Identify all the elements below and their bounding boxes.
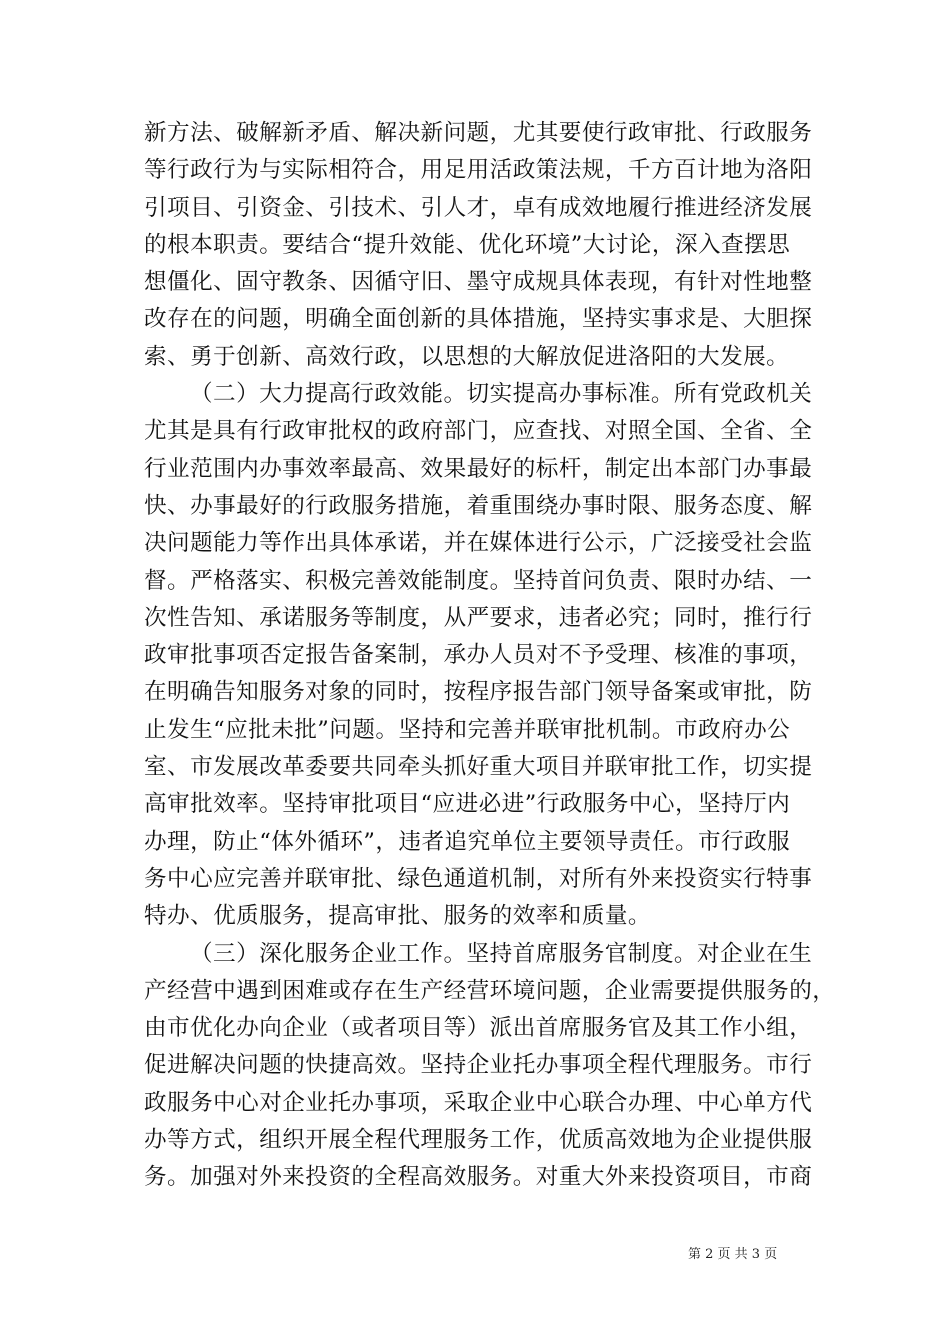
text-line-1: 新方法、破解新矛盾、解决新问题，尤其要使行政审批、行政服务 [144,120,813,146]
text-line-24: 产经营中遇到困难或存在生产经营环境问题，企业需要提供服务的， [144,977,836,1004]
text-line-3: 引项目、引资金、引技术、引人才，卓有成效地履行推进经济发展 [144,194,813,221]
text-line-29: 务。加强对外来投资的全程高效服务。对重大外来投资项目，市商 [144,1164,813,1191]
text-line-22: 特办、优质服务，提高审批、服务的效率和质量。 [144,903,651,930]
page-number-footer: 第 2 页 共 3 页 [688,1247,778,1262]
text-line-27: 政服务中心对企业托办事项，采取企业中心联合办理、中心单方代 [144,1089,813,1116]
text-line-4: 的根本职责。要结合“提升效能、优化环境”大讨论，深入查摆思 [144,231,791,258]
text-line-2: 等行政行为与实际相符合，用足用活政策法规，千方百计地为洛阳 [144,157,813,184]
text-line-26: 促进解决问题的快捷高效。坚持企业托办事项全程代理服务。市行 [144,1052,813,1079]
text-line-25: 由市优化办向企业（或者项目等）派出首席服务官及其工作小组， [144,1015,813,1042]
document-body [144,115,836,1197]
text-line-19: 高审批效率。坚持审批项目“应进必进”行政服务中心，坚持厅内 [144,791,791,818]
text-line-20: 办理，防止“体外循环”，违者追究单位主要领导责任。市行政服 [144,828,791,855]
text-line-9: 尤其是具有行政审批权的政府部门，应查找、对照全国、全省、全 [144,418,813,445]
section-2-heading-line: （二）大力提高行政效能。切实提高办事标准。所有党政机关 [190,381,813,408]
text-line-10: 行业范围内办事效率最高、效果最好的标杆，制定出本部门办事最 [144,455,813,482]
text-line-5: 想僵化、固守教条、因循守旧、墨守成规具体表现，有针对性地整 [144,269,813,296]
text-line-15: 政审批事项否定报告备案制，承办人员对不予受理、核准的事项， [144,642,813,669]
text-line-13: 督。严格落实、积极完善效能制度。坚持首问负责、限时办结、一 [144,567,813,594]
text-line-6: 改存在的问题，明确全面创新的具体措施，坚持实事求是、大胆探 [144,306,813,333]
text-line-14: 次性告知、承诺服务等制度，从严要求，违者必究；同时，推行行 [144,604,813,631]
text-line-12: 决问题能力等作出具体承诺，并在媒体进行公示，广泛接受社会监 [144,530,813,557]
text-line-11: 快、办事最好的行政服务措施，着重围绕办事时限、服务态度、解 [144,492,813,519]
text-line-7: 索、勇于创新、高效行政，以思想的大解放促进洛阳的大发展。 [144,343,790,370]
text-line-18: 室、市发展改革委要共同牵头抓好重大项目并联审批工作，切实提 [144,754,813,781]
text-line-28: 办等方式，组织开展全程代理服务工作，优质高效地为企业提供服 [144,1127,813,1154]
text-line-17: 止发生“应批未批”问题。坚持和完善并联审批机制。市政府办公 [144,716,791,743]
text-line-16: 在明确告知服务对象的同时，按程序报告部门领导备案或审批，防 [144,679,813,706]
text-line-21: 务中心应完善并联审批、绿色通道机制，对所有外来投资实行特事 [144,865,813,892]
section-3-heading-line: （三）深化服务企业工作。坚持首席服务官制度。对企业在生 [190,940,813,967]
